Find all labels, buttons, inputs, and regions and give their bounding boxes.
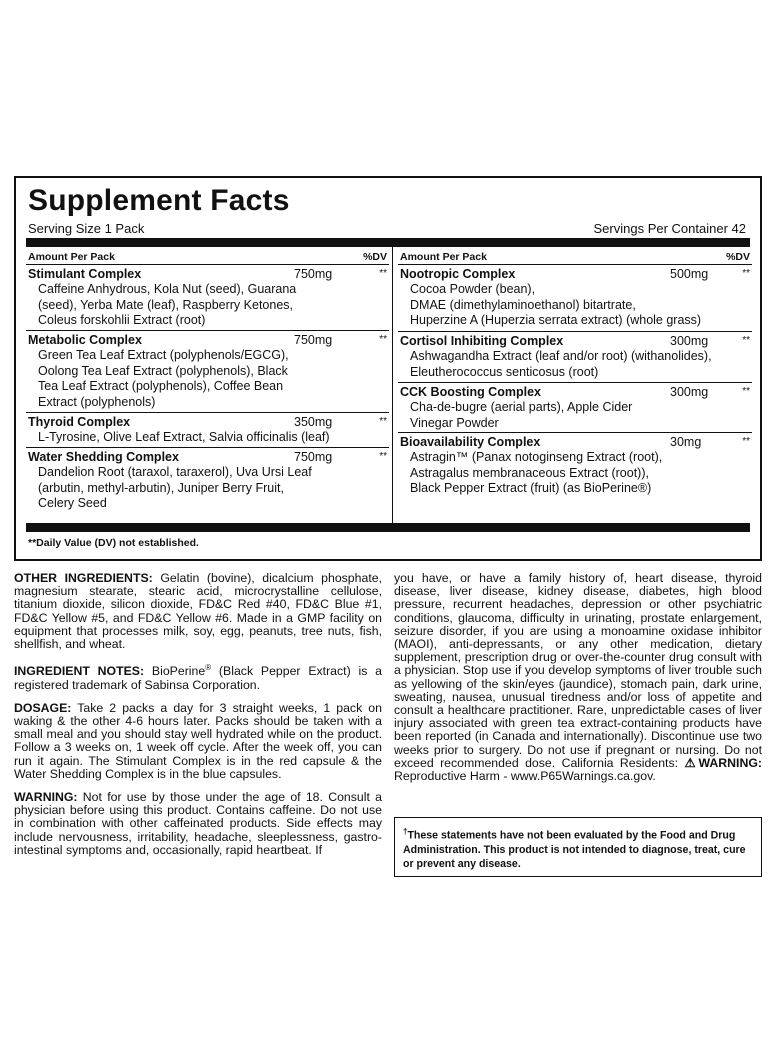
group-name: Cortisol Inhibiting Complex (400, 334, 564, 348)
description-line: Caffeine Anhydrous, Kola Nut (seed), Guarana (38, 282, 297, 296)
group-dv: ** (379, 451, 387, 462)
ingredient-group (26, 265, 389, 331)
group-description (410, 400, 632, 431)
right-column-header (398, 247, 752, 265)
warning-label: WARNING: (14, 789, 78, 804)
group-amount: 30mg (670, 435, 702, 449)
warning-continued-text: you have, or have a family history of, heart disease, thyroid disease, liver disease, kidney disease, diabetes, high blood pressure, recurrent headaches, depression or other psychiatric conditions, glaucoma, difficulty in urinating, prostate enlargement, seizure disorder, if you are using a monoamine oxidase inhibitor (MAOI), anti-depressants, or any other medication, dietary supplement, prescription drug or over-the-counter drug consult with a physician. Stop use if you develop symptoms of liver trouble such as yellowing of the skin/eyes (jaundice), stomach pain, dark urine, sweating, nausea, unusual tiredness and/or loss of appetite and consult a healthcare practitioner. Rare, unpredictable cases of liver injury associated with green tea extract-containing products have been reported (in Canada and internationally). Discontinue use two weeks prior to surgery. Do not use if pregnant or nursing. Do not exceed recommended dose. California Residents: (394, 571, 762, 770)
supplement-facts-panel (14, 176, 762, 561)
bottom-rule (26, 523, 750, 532)
group-name: Water Shedding Complex (28, 450, 179, 464)
group-dv: ** (379, 334, 387, 345)
amount-header: Amount Per Pack (400, 251, 487, 263)
description-line: Astragin™ (Panax notoginseng Extract (root), (410, 450, 663, 464)
group-amount: 750mg (294, 267, 333, 281)
ingredient-group (398, 383, 752, 433)
description-line: Cha-de-bugre (aerial parts), Apple Cider (410, 400, 633, 414)
serving-size: Serving Size 1 Pack (28, 221, 145, 236)
group-description (38, 465, 312, 512)
description-line: Vinegar Powder (410, 415, 499, 430)
description-line: Celery Seed (38, 496, 107, 511)
description-line: Astragalus membranaceous Extract (root)), (410, 465, 649, 480)
group-description (410, 450, 662, 497)
dv-footnote: **Daily Value (DV) not established. (28, 537, 199, 549)
group-amount: 750mg (294, 333, 333, 347)
panel-title: Supplement Facts (28, 184, 290, 217)
other-ingredients-text: Gelatin (bovine), dicalcium phosphate, magnesium stearate, stearic acid, microcrystalline cellulose, titanium dioxide, silicon dioxide, FD&C Red #40, FD&C Blue #1, FD&C Yellow #5, and FD&C Yellow #6. Made in a GMP facility on equipment that processes milk, soy, egg, peanuts, tree nuts, fish, shellfish, and wheat. (14, 571, 382, 652)
other-ingredients-label: OTHER INGREDIENTS: (14, 571, 153, 585)
group-description (38, 282, 296, 329)
ingredient-group (398, 332, 752, 383)
registered-mark: ® (205, 663, 212, 673)
right-text-column (394, 572, 762, 783)
warning (14, 791, 382, 857)
ingredient-notes-brand: BioPerine (151, 664, 206, 679)
other-ingredients (14, 572, 382, 651)
warning-text: Not for use by those under the age of 18. Consult a physician before using this product. Contains caffeine. Do not use in combination with other caffeinated products. Side effects may include nervousness, irritability, headache, sleeplessness, gastro-intestinal symptoms and, occasionally, rapid heartbeat. If (14, 789, 382, 857)
ingredient-group (398, 433, 752, 513)
description-line: Green Tea Leaf Extract (polyphenols/EGCG), (38, 348, 289, 362)
group-dv: ** (379, 416, 387, 427)
column-divider (392, 247, 393, 523)
ingredient-group (398, 265, 752, 332)
description-line: (arbutin, methyl-arbutin), Juniper Berry Fruit, (38, 480, 284, 495)
ingredient-notes (14, 661, 382, 692)
ingredient-group (26, 331, 389, 413)
group-name: Bioavailability Complex (400, 435, 541, 449)
dosage-label: DOSAGE: (14, 700, 72, 715)
amount-header: Amount Per Pack (28, 251, 115, 263)
group-name: Metabolic Complex (28, 333, 142, 347)
description-line: Eleutherococcus senticosus (root) (410, 364, 599, 379)
description-line: Tea Leaf Extract (polyphenols), Coffee Bean (38, 379, 284, 394)
dv-header: %DV (363, 251, 387, 263)
top-rule (26, 238, 750, 247)
group-amount: 750mg (294, 450, 333, 464)
description-line: (seed), Yerba Mate (leaf), Raspberry Ketones, (38, 297, 293, 312)
description-line: Extract (polyphenols) (38, 394, 156, 409)
description-line: Huperzine A (Huperzia serrata extract) (whole grass) (410, 313, 702, 328)
dosage (14, 702, 382, 781)
ingredient-notes-text: (Black Pepper Extract) is a registered trademark of Sabinsa Corporation. (14, 664, 382, 692)
group-dv: ** (742, 386, 750, 397)
right-column (398, 247, 752, 523)
description-line: Black Pepper Extract (fruit) (as BioPerine®) (410, 481, 652, 496)
group-amount: 500mg (670, 267, 709, 281)
group-amount: 300mg (670, 385, 709, 399)
group-description (38, 348, 289, 410)
group-description (410, 349, 712, 380)
group-dv: ** (742, 268, 750, 279)
ingredient-group (26, 413, 389, 448)
ingredient-group (26, 448, 389, 524)
dv-header: %DV (726, 251, 750, 263)
left-column-header (26, 247, 389, 265)
dosage-text: Take 2 packs a day for 3 straight weeks, 1 pack on waking & the other 4-6 hours later. Packs should be taken with a small meal and you should stay well hydrated while on the product. Follow a 3 weeks on, 1 week off cycle. After the week off, you can run it again. The Stimulant Complex is in the red capsule & the Water Shedding Complex is in the blue capsules. (14, 700, 382, 781)
warning-continued (394, 572, 762, 783)
description-line: DMAE (dimethylaminoethanol) bitartrate, (410, 297, 636, 312)
description-line: Oolong Tea Leaf Extract (polyphenols), Black (38, 363, 288, 378)
description-line: L-Tyrosine, Olive Leaf Extract, Salvia officinalis (leaf) (38, 430, 330, 444)
group-dv: ** (742, 436, 750, 447)
group-name: Thyroid Complex (28, 415, 131, 429)
group-name: Stimulant Complex (28, 267, 142, 281)
group-dv: ** (742, 335, 750, 346)
prop65-warning-text: Reproductive Harm - www.P65Warnings.ca.gov. (394, 769, 656, 784)
dagger-mark: † (403, 827, 408, 836)
group-dv: ** (379, 268, 387, 279)
servings-per-container: Servings Per Container 42 (593, 221, 746, 236)
ingredient-notes-label: INGREDIENT NOTES: (14, 664, 145, 679)
description-line: Coleus forskohlii Extract (root) (38, 313, 206, 328)
group-name: CCK Boosting Complex (400, 385, 541, 399)
left-column (26, 247, 389, 523)
description-line: Cocoa Powder (bean), (410, 282, 536, 296)
description-line: Ashwagandha Extract (leaf and/or root) (withanolides), (410, 349, 712, 363)
group-description (410, 282, 701, 329)
group-amount: 300mg (670, 334, 709, 348)
description-line: Dandelion Root (taraxol, taraxerol), Uva Ursi Leaf (38, 465, 312, 479)
prop65-warning-label: ⚠WARNING: (684, 755, 762, 770)
left-text-column (14, 572, 382, 857)
group-amount: 350mg (294, 415, 333, 429)
group-name: Nootropic Complex (400, 267, 516, 281)
fda-disclaimer (394, 817, 762, 877)
disclaimer-text: These statements have not been evaluated by the Food and Drug Administration. This product is not intended to diagnose, treat, cure or prevent any disease. (403, 829, 746, 870)
group-description (38, 430, 330, 446)
